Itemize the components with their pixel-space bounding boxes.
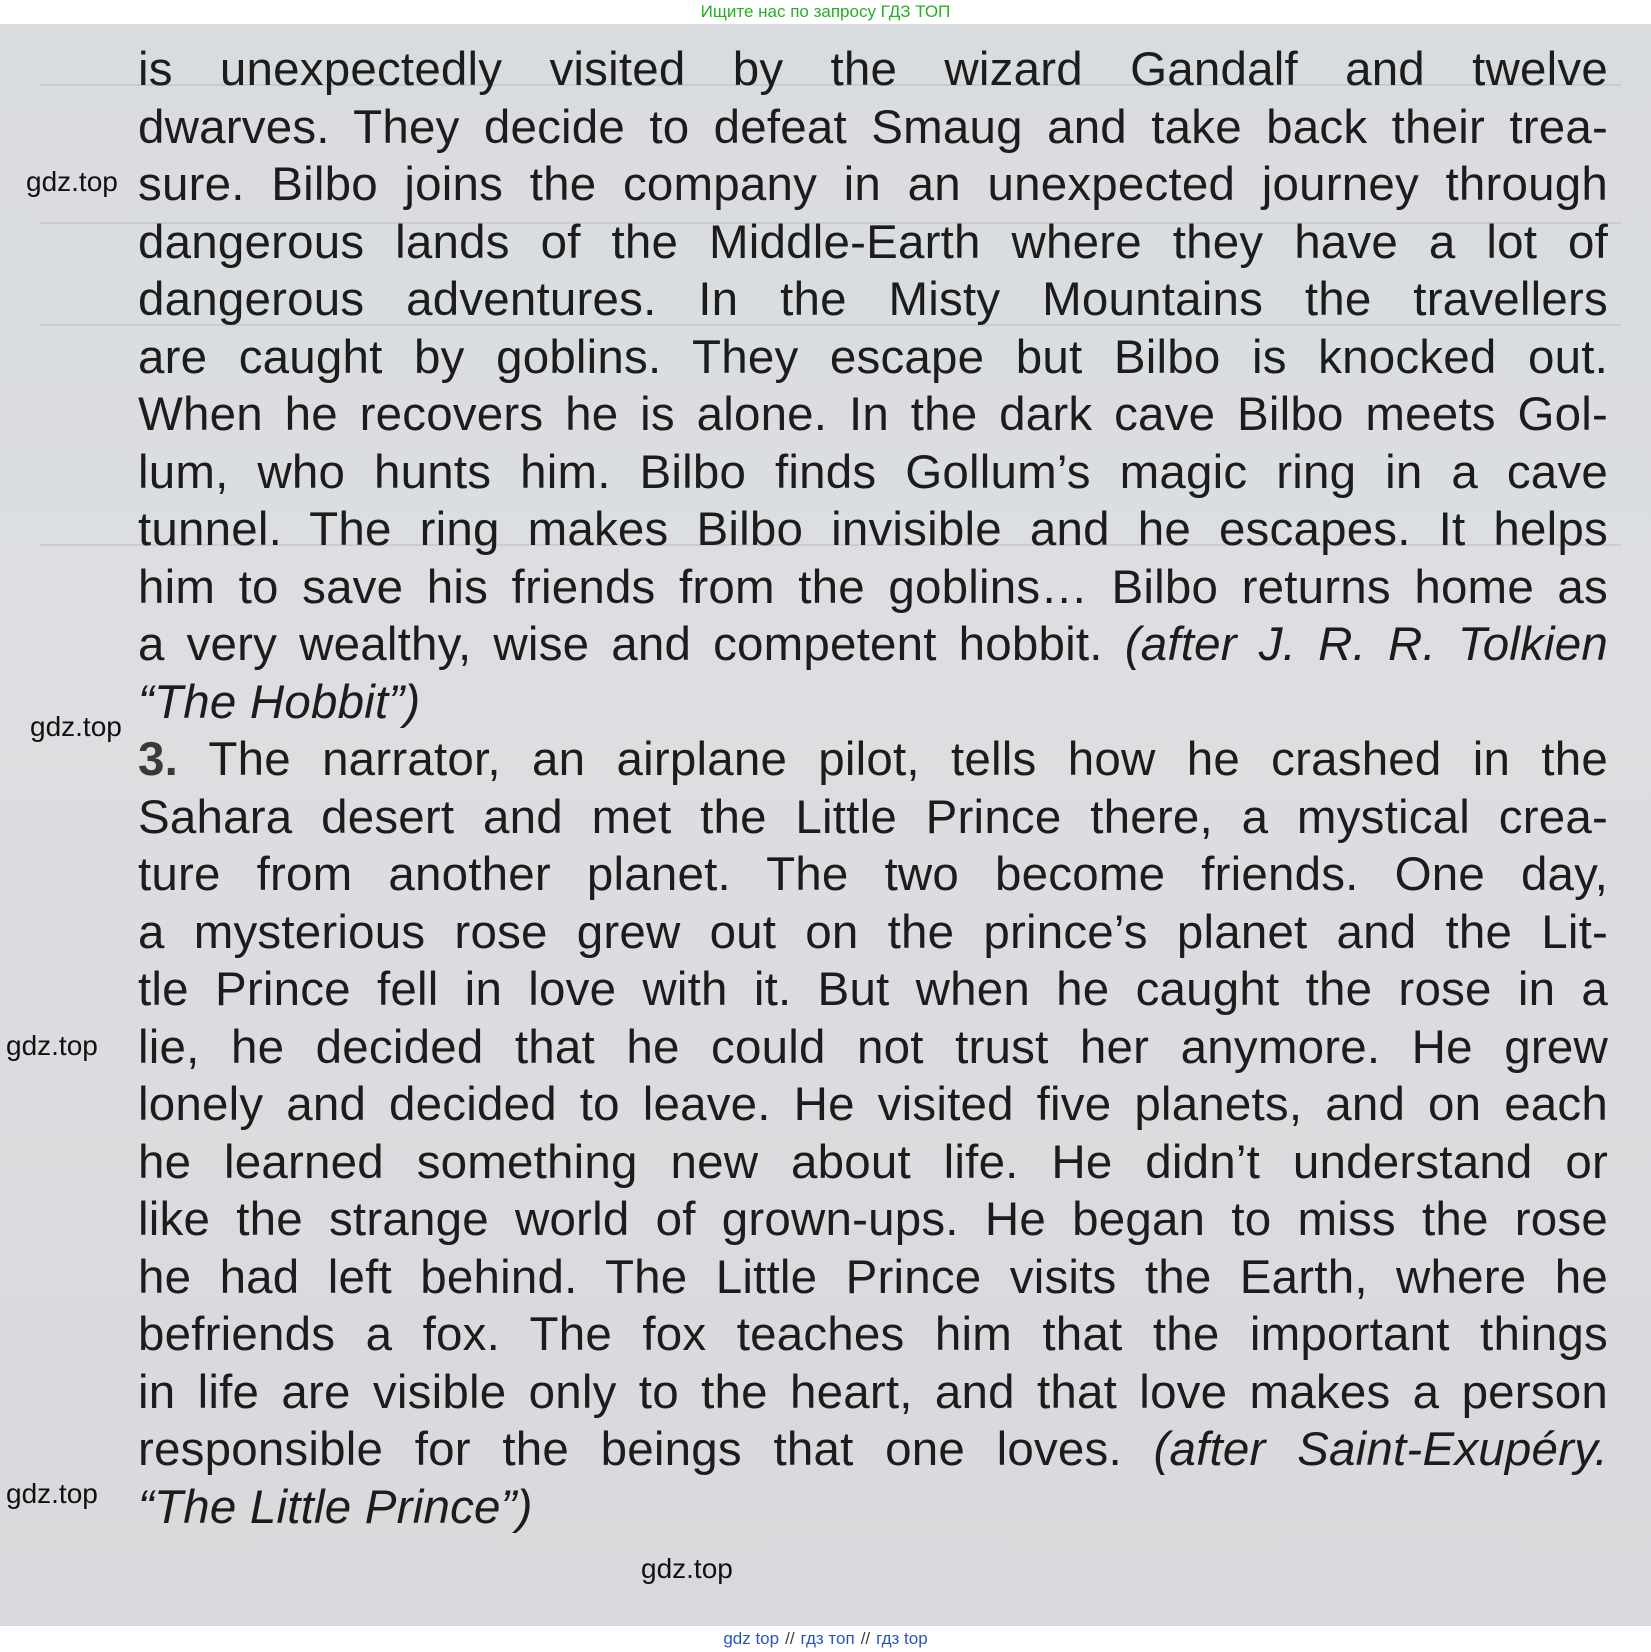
passage-line: dwarves. They decide to defeat Smaug and take back their trea- [138, 100, 1608, 154]
watermark: gdz.top [641, 1553, 733, 1584]
source-citation-title: “The Little Prince”) [138, 1480, 533, 1534]
passage-line: tunnel. The ring makes Bilbo invisible and he escapes. It helps [138, 503, 1608, 556]
watermark: gdz.top [6, 1478, 98, 1509]
passage-line-text: The narrator, an airplane pilot, tells how he crashed in the [208, 733, 1608, 786]
bottom-banner [0, 1626, 1651, 1652]
passage-number: 3. [138, 733, 179, 786]
passage-line: Sahara desert and met the Little Prince there, a mystical crea- [138, 790, 1608, 844]
passage-line: dangerous adventures. In the Misty Mountains the travellers [138, 273, 1608, 326]
passage-line-with-source [138, 1421, 1608, 1479]
bottom-banner-item[interactable]: гдз топ [800, 1629, 855, 1648]
textbook-page-scan [0, 24, 1651, 1626]
passage-line: befriends a fox. The fox teaches him that the important things [138, 1308, 1608, 1361]
bottom-banner-item[interactable]: gdz top [723, 1629, 780, 1648]
bottom-banner-item[interactable]: гдз top [876, 1629, 928, 1648]
passage-text [138, 41, 1608, 1536]
passage-3-first-line [138, 731, 1608, 789]
passage-line: a mysterious rose grew out on the prince’s planet and the Lit- [138, 905, 1608, 959]
passage-line: lie, he decided that he could not trust her anymore. He grew [138, 1020, 1608, 1074]
watermark: gdz.top [6, 1030, 98, 1061]
passage-line: are caught by goblins. They escape but Bilbo is knocked out. [138, 330, 1608, 384]
passage-line: tle Prince fell in love with it. But when he caught the rose in a [138, 963, 1608, 1016]
passage-line-with-source [138, 616, 1608, 674]
passage-line: he had left behind. The Little Prince visits the Earth, where he [138, 1250, 1608, 1304]
passage-line: ture from another planet. The two become friends. One day, [138, 848, 1608, 901]
top-banner[interactable]: Ищите нас по запросу ГДЗ ТОП [700, 2, 951, 21]
source-citation-title: “The Hobbit”) [138, 675, 421, 729]
passage-line-text: a very wealthy, wise and competent hobbit. [138, 618, 1103, 671]
passage-line: lum, who hunts him. Bilbo finds Gollum’s magic ring in a cave [138, 445, 1608, 499]
passage-line: When he recovers he is alone. In the dark cave Bilbo meets Gol- [138, 388, 1608, 441]
passage-line: sure. Bilbo joins the company in an unexpected journey through [138, 158, 1608, 211]
bottom-banner-separator: // [785, 1629, 795, 1648]
passage-line: he learned something new about life. He didn’t understand or [138, 1135, 1608, 1189]
passage-line: like the strange world of grown-ups. He began to miss the rose [138, 1193, 1608, 1246]
passage-line: is unexpectedly visited by the wizard Gandalf and twelve [138, 43, 1608, 96]
bottom-banner-separator: // [860, 1629, 871, 1648]
passage-line: dangerous lands of the Middle-Earth where they have a lot of [138, 215, 1608, 269]
passage-line-text: responsible for the beings that one loves. [138, 1423, 1122, 1476]
passage-line: lonely and decided to leave. He visited five planets, and on each [138, 1078, 1608, 1131]
watermark: gdz.top [30, 711, 122, 742]
passage-line: him to save his friends from the goblins… Bilbo returns home as [138, 560, 1608, 614]
watermark: gdz.top [26, 166, 118, 197]
source-citation: (after J. R. R. Tolkien [1124, 618, 1609, 671]
source-citation: (after Saint-Exupéry. [1153, 1423, 1608, 1476]
passage-line: in life are visible only to the heart, and that love makes a person [138, 1365, 1608, 1419]
